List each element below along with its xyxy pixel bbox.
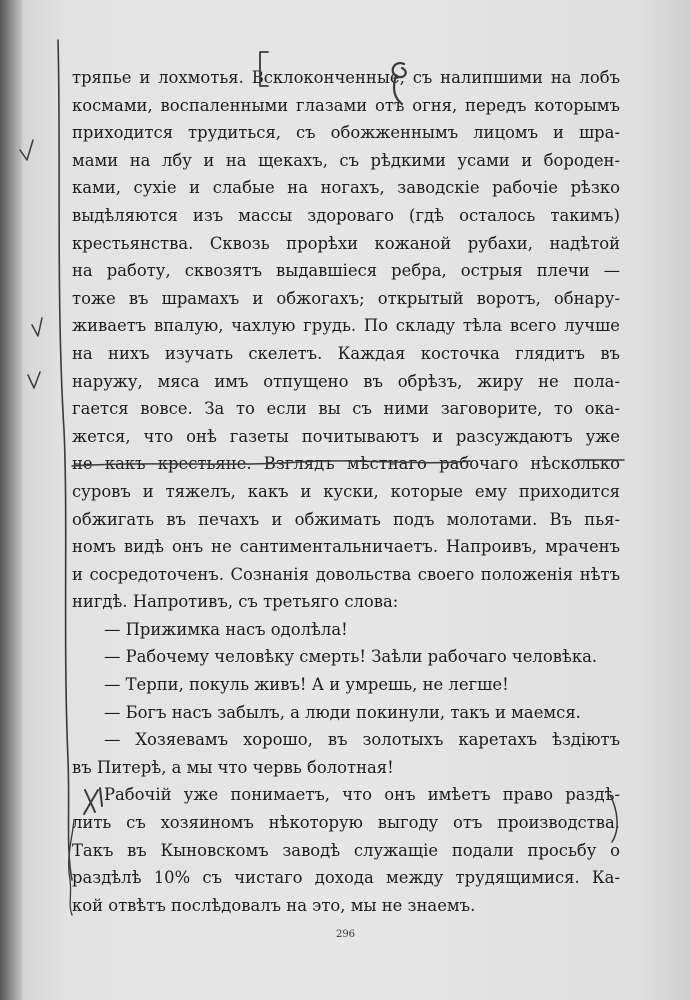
text-line: мами на лбу и на щекахъ, съ рѣдкими усами и бороден- bbox=[72, 150, 620, 170]
text-line: на работу, сквозятъ выдавшіеся ребра, острыя плечи — bbox=[72, 261, 620, 281]
text-line: на нихъ изучать скелетъ. Каждая косточка глядитъ въ bbox=[72, 343, 620, 363]
text-line: суровъ и тяжелъ, какъ и куски, которые ему приходится bbox=[72, 481, 620, 501]
text-line: нигдѣ. Напротивъ, съ третьяго слова: bbox=[72, 592, 399, 612]
text-line: гается вовсе. За то если вы съ ними заговорите, то ока- bbox=[72, 399, 620, 419]
check-mark bbox=[32, 318, 42, 336]
text-line: и сосредоточенъ. Сознанія довольства своего положенія нѣтъ bbox=[72, 564, 620, 584]
text-line: Такъ въ Кыновскомъ заводѣ служащіе подали просьбу о bbox=[72, 840, 620, 860]
text-line: лить съ хозяиномъ нѣкоторую выгоду отъ производства. bbox=[72, 813, 620, 833]
check-mark bbox=[28, 372, 40, 388]
text-line: не какъ крестьяне. Взглядъ мѣстнаго рабочаго нѣсколько bbox=[72, 454, 620, 474]
book-spine-shadow bbox=[0, 0, 22, 1000]
text-line: жется, что онѣ газеты почитываютъ и разсуждаютъ уже bbox=[72, 426, 620, 446]
dialogue-line: — Богъ насъ забылъ, а люди покинули, такъ и маемся. bbox=[104, 702, 581, 722]
text-line: крестьянства. Сквозь прорѣхи кожаной рубахи, надѣтой bbox=[72, 233, 620, 253]
text-line: обжигать въ печахъ и обжимать подъ молотами. Въ пья- bbox=[72, 509, 620, 529]
dialogue-line: — Хозяевамъ хорошо, въ золотыхъ каретахъ ѣздіютъ bbox=[104, 730, 620, 750]
text-line: приходится трудиться, съ обожженнымъ лицомъ и шра- bbox=[72, 123, 620, 143]
page-number: 296 bbox=[335, 929, 356, 940]
dialogue-line: — Рабочему человѣку смерть! Заѣли рабочаго человѣка. bbox=[104, 647, 598, 667]
text-line: Рабочій уже понимаетъ, что онъ имѣетъ право раздѣ- bbox=[104, 785, 620, 805]
text-line: выдѣляются изъ массы здороваго (гдѣ осталось такимъ) bbox=[72, 205, 620, 225]
text-line: космами, воспаленными глазами отъ огня, передъ которымъ bbox=[72, 95, 620, 115]
text-line: тряпье и лохмотья. Всклоконченные, съ налипшими на лобъ bbox=[72, 68, 620, 87]
dialogue-line: — Прижимка насъ одолѣла! bbox=[104, 619, 348, 639]
text-line: тоже въ шрамахъ и обжогахъ; открытый воротъ, обнару- bbox=[72, 288, 620, 308]
text-line: номъ видѣ онъ не сантиментальничаетъ. Напроивъ, мраченъ bbox=[72, 537, 620, 557]
text-line: въ Питерѣ, а мы что червь болотная! bbox=[72, 757, 394, 777]
margin-vertical-line bbox=[58, 40, 72, 880]
text-line: кой отвѣтъ послѣдовалъ на это, мы не знаемъ. bbox=[72, 895, 476, 915]
dialogue-line: — Терпи, покуль живъ! А и умрешь, не легше! bbox=[104, 675, 509, 695]
text-line: живаетъ впалую, чахлую грудь. По складу тѣла всего лучше bbox=[72, 316, 620, 336]
page-text bbox=[72, 64, 620, 919]
text-line: наружу, мяса имъ отпущено въ обрѣзъ, жиру не пола- bbox=[72, 371, 620, 391]
text-line: раздѣлѣ 10% съ чистаго дохода между трудящимися. Ка- bbox=[72, 868, 620, 888]
text-line: ками, сухіе и слабые на ногахъ, заводскіе рабочіе рѣзко bbox=[72, 178, 620, 198]
